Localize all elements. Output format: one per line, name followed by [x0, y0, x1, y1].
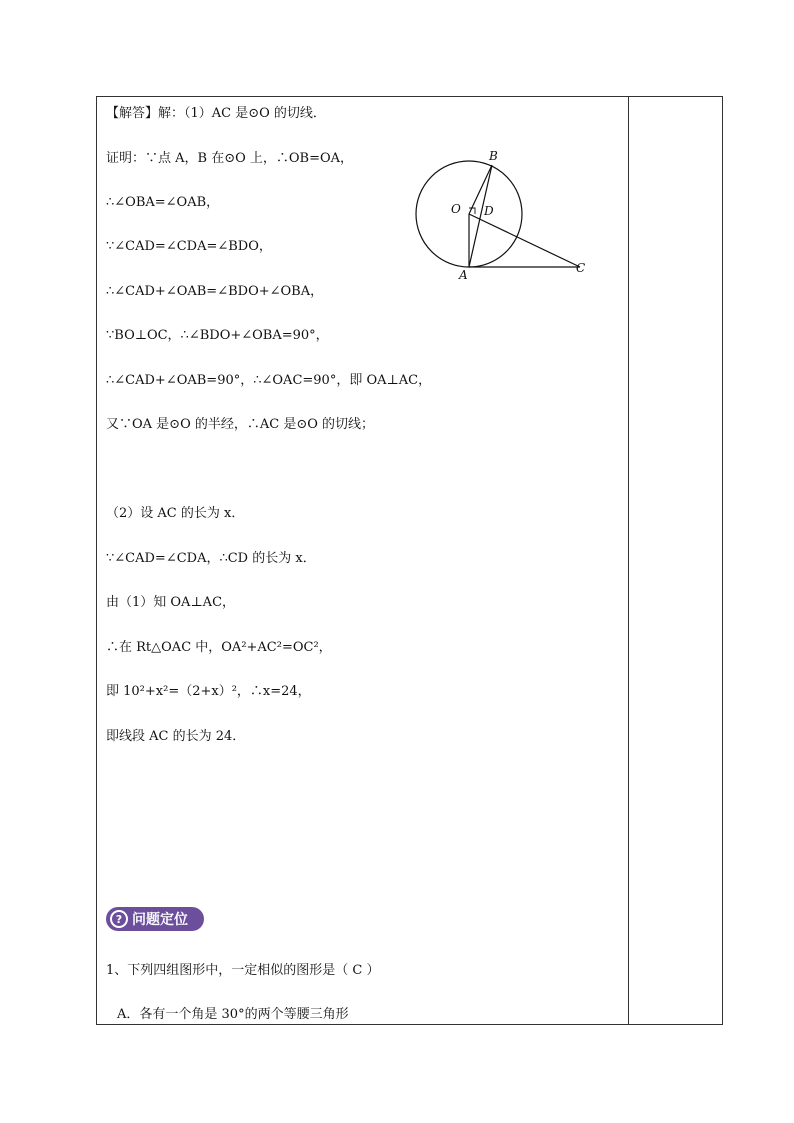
proof-line-7: 又∵OA 是⊙O 的半经，∴AC 是⊙O 的切线；: [106, 417, 375, 432]
question-stem: 1、下列四组图形中，一定相似的图形是（ C ）: [106, 963, 380, 978]
segment-oc: [469, 214, 580, 267]
proof-line-4: ∴∠CAD+∠OAB=∠BDO+∠OBA，: [106, 284, 324, 299]
question-mark-icon: ?: [110, 910, 128, 928]
label-c: C: [576, 261, 586, 275]
part2-line-4: ∴在 Rt△OAC 中，OA²+AC²=OC²，: [106, 640, 332, 655]
answer-header: 【解答】解：（1）AC 是⊙O 的切线．: [106, 106, 326, 121]
section-badge-label: 问题定位: [132, 912, 188, 928]
proof-line-1: 证明：∵点 A，B 在⊙O 上，∴OB=OA，: [106, 151, 354, 166]
part2-line-6: 即线段 AC 的长为 24．: [106, 729, 246, 744]
proof-line-3: ∵∠CAD=∠CDA=∠BDO，: [106, 239, 272, 254]
question-option-a: A．各有一个角是 30°的两个等腰三角形: [117, 1007, 349, 1022]
proof-line-5: ∵BO⊥OC，∴∠BDO+∠OBA=90°，: [106, 328, 329, 343]
answer-table: [96, 96, 723, 1025]
label-o: O: [451, 202, 461, 216]
column-divider: [628, 97, 629, 1024]
part2-line-2: ∵∠CAD=∠CDA，∴CD 的长为 x．: [106, 551, 316, 566]
section-badge: [106, 907, 204, 931]
part2-line-5: 即 10²+x²=（2+x）²，∴x=24，: [106, 684, 311, 699]
label-b: B: [489, 149, 498, 163]
label-a: A: [459, 268, 468, 282]
geometry-svg: [411, 147, 601, 282]
part2-line-3: 由（1）知 OA⊥AC，: [106, 595, 236, 610]
geometry-figure: [411, 147, 601, 282]
part2-line-1: （2）设 AC 的长为 x．: [106, 506, 245, 521]
label-d: D: [484, 204, 494, 218]
proof-line-2: ∴∠OBA=∠OAB，: [106, 195, 220, 210]
proof-line-6: ∴∠CAD+∠OAB=90°，∴∠OAC=90°，即 OA⊥AC，: [106, 373, 432, 388]
